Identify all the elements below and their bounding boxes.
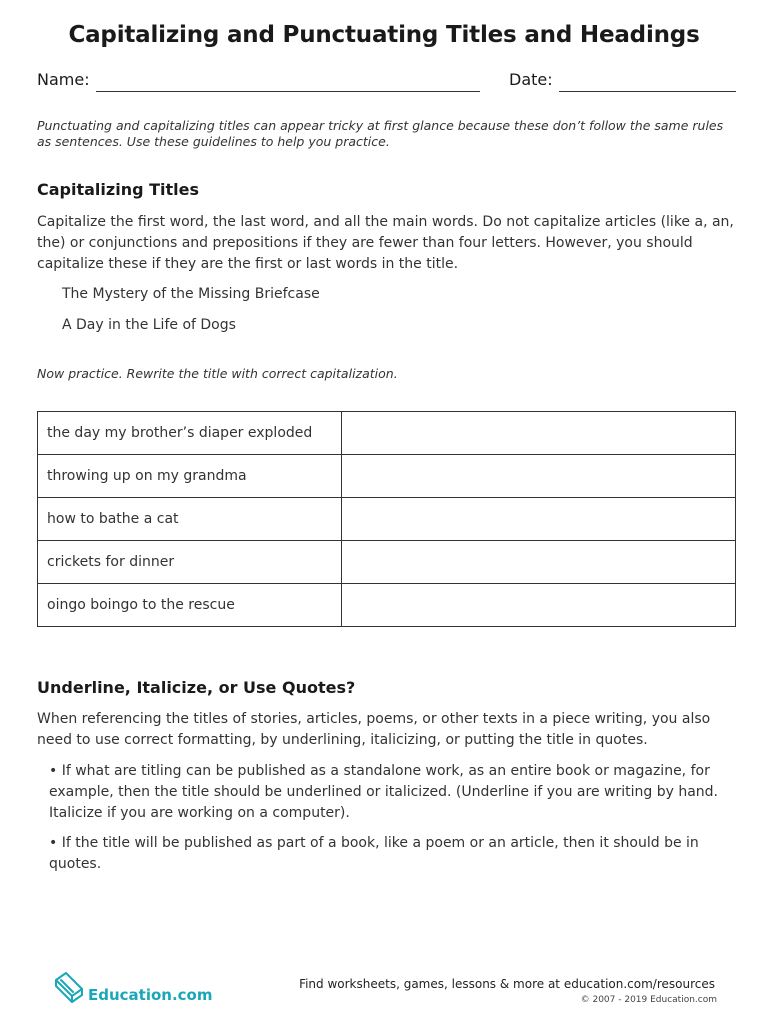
footer-tagline: Find worksheets, games, lessons & more at education.com/resources	[299, 977, 715, 991]
date-line	[559, 91, 736, 92]
answer-cell[interactable]	[342, 412, 736, 455]
footer-copyright: © 2007 - 2019 Education.com	[580, 995, 717, 1005]
table-row	[38, 412, 736, 455]
prompt-cell: the day my brother’s diaper exploded	[38, 412, 342, 455]
education-logo[interactable]	[52, 970, 212, 1006]
education-logo-icon	[52, 970, 86, 1008]
capitalizing-heading: Capitalizing Titles	[37, 180, 200, 199]
bullet-item: • If the title will be published as part of a book, like a poem or an article, then it should be in quotes.	[49, 835, 699, 872]
bullet-item: • If what are titling can be published as a standalone work, as an entire book or magazine, for example, then the title should be underlined or italicized. (Underline if you are writing by hand. Italicize if you are working on a computer).	[49, 763, 718, 821]
prompt-cell: throwing up on my grandma	[38, 455, 342, 498]
prompt-cell: crickets for dinner	[38, 541, 342, 584]
practice-note: Now practice. Rewrite the title with correct capitalization.	[37, 366, 398, 381]
answer-cell[interactable]	[342, 541, 736, 584]
formatting-heading: Underline, Italicize, or Use Quotes?	[37, 678, 356, 697]
table-row	[38, 455, 736, 498]
answer-cell[interactable]	[342, 455, 736, 498]
example-title: The Mystery of the Missing Briefcase	[62, 286, 320, 302]
answer-cell[interactable]	[342, 498, 736, 541]
page-title: Capitalizing and Punctuating Titles and Headings	[68, 22, 700, 48]
practice-table	[37, 411, 736, 627]
formatting-body: When referencing the titles of stories, articles, poems, or other texts in a piece writing, you also need to use correct formatting, by underlining, italicizing, or putting the title in quotes.	[37, 711, 711, 748]
table-row	[38, 584, 736, 627]
name-date-row	[37, 70, 736, 96]
date-label: Date:	[509, 70, 553, 89]
answer-cell[interactable]	[342, 584, 736, 627]
capitalizing-body: Capitalize the first word, the last word, and all the main words. Do not capitalize articles (like a, an, the) or conjunctions and prepositions if they are fewer than four letters. However, you should capitalize these if they are the first or last words in the title.	[37, 214, 734, 272]
name-line	[96, 91, 480, 92]
prompt-cell: how to bathe a cat	[38, 498, 342, 541]
table-row	[38, 541, 736, 584]
table-row	[38, 498, 736, 541]
name-label: Name:	[37, 70, 90, 89]
intro-text: Punctuating and capitalizing titles can appear tricky at first glance because these don’t follow the same rules as sentences. Use these guidelines to help you practice.	[37, 118, 724, 149]
prompt-cell: oingo boingo to the rescue	[38, 584, 342, 627]
example-title: A Day in the Life of Dogs	[62, 317, 236, 333]
logo-text: Education.com	[88, 986, 213, 1004]
